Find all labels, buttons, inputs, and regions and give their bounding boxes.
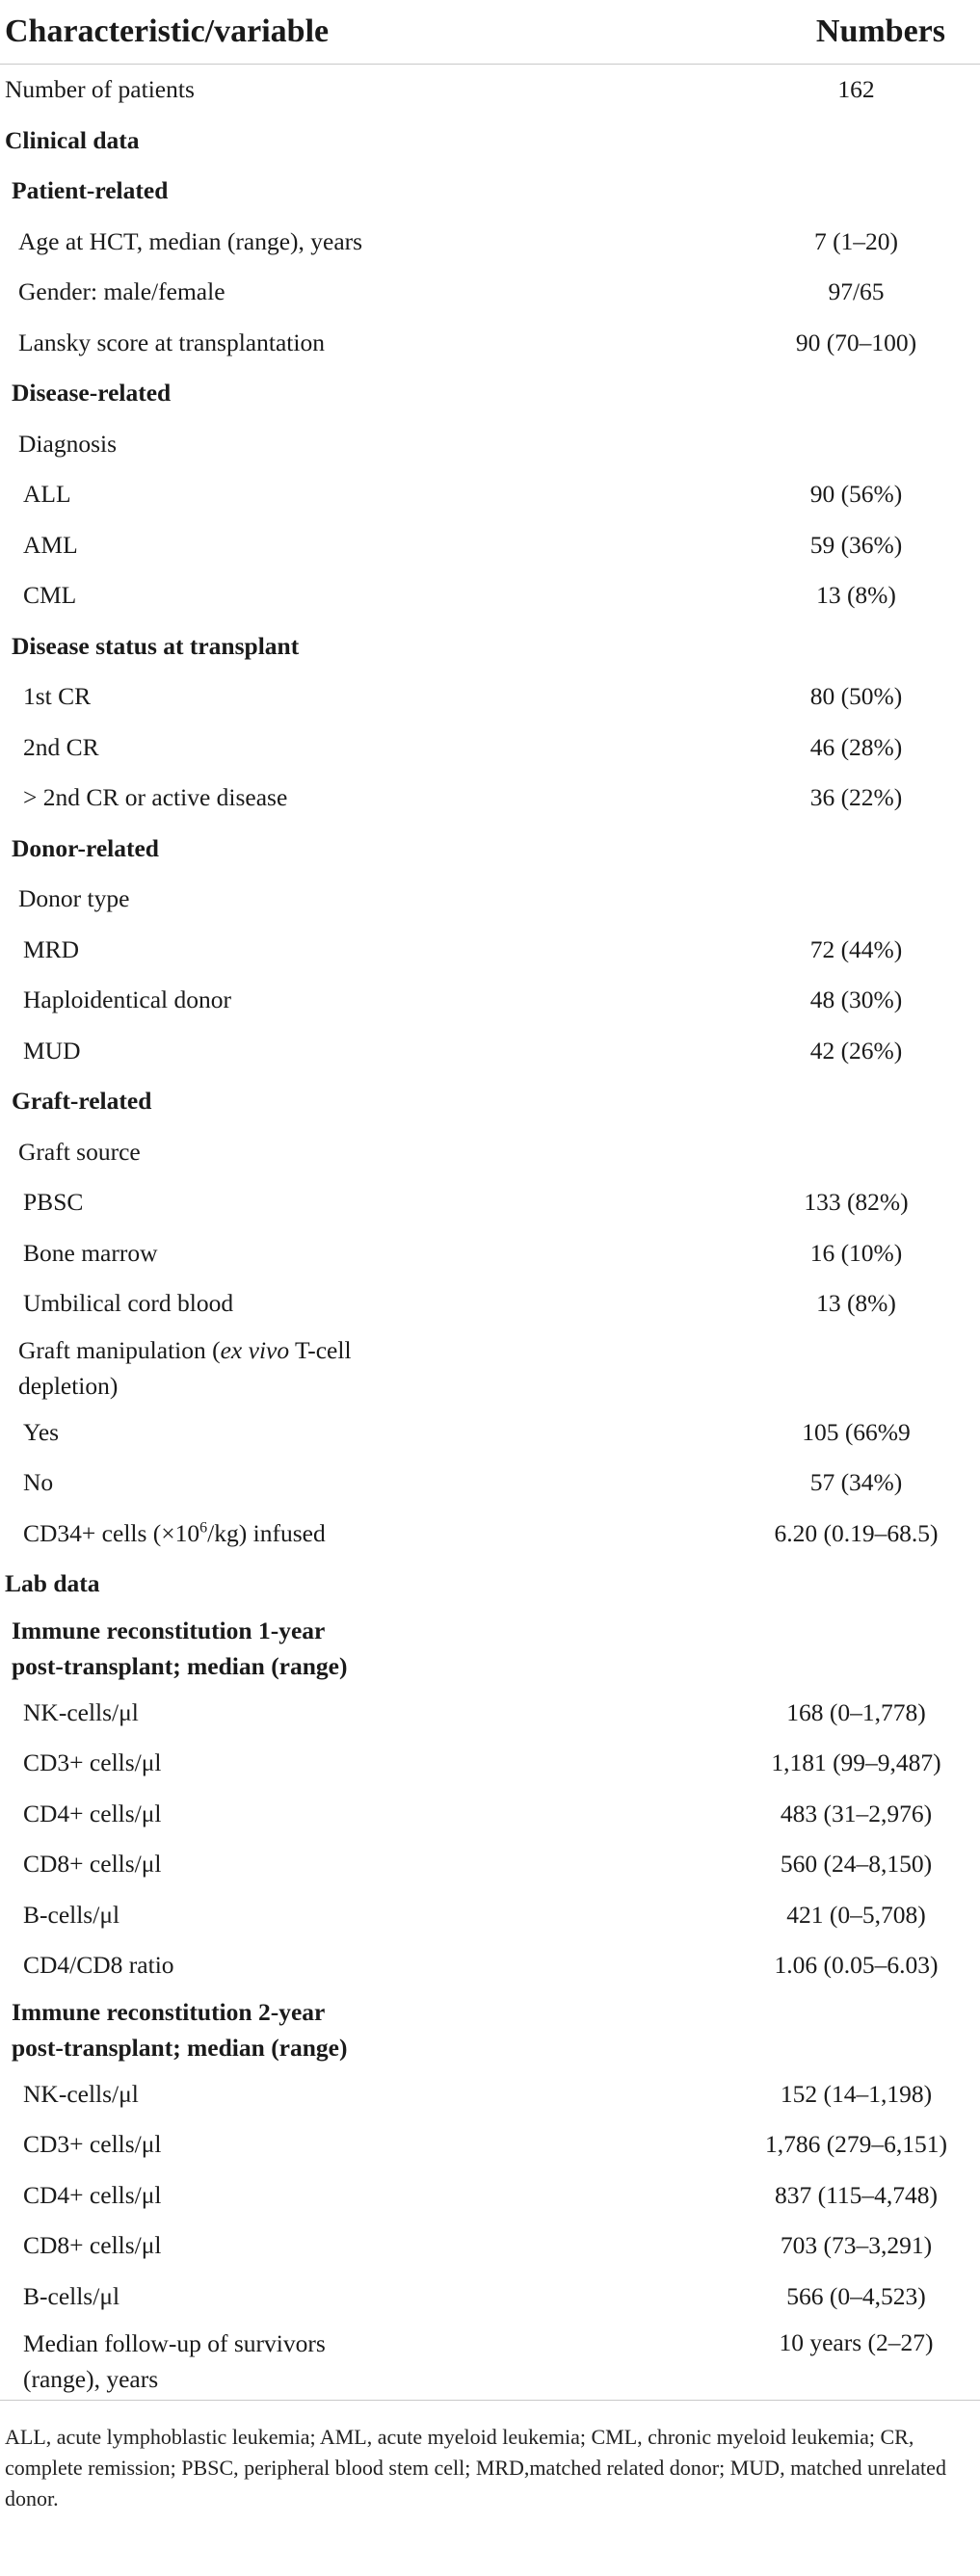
row-label: Lab data (5, 1569, 100, 1598)
row-value (732, 1991, 980, 2069)
row-value: 42 (26%) (809, 1036, 903, 1065)
row-value (732, 1076, 980, 1127)
row-value (732, 621, 980, 672)
table-row (0, 1458, 980, 1509)
table-row (0, 621, 980, 672)
row-value (732, 116, 980, 167)
table-row (0, 65, 980, 116)
row-value: 483 (31–2,976) (780, 1799, 933, 1827)
row-value: 90 (70–100) (795, 328, 917, 356)
row-value: 90 (56%) (809, 480, 903, 509)
row-value: 48 (30%) (809, 986, 903, 1014)
table-row (0, 1688, 980, 1739)
row-label: CD3+ cells/μl (23, 2130, 162, 2159)
table-row (0, 1127, 980, 1178)
table-row (0, 1839, 980, 1890)
row-label: Graft manipulation (ex vivo T-cell depletion) (18, 1336, 352, 1400)
row-label: Umbilical cord blood (23, 1289, 234, 1318)
row-label: CD4/CD8 ratio (23, 1951, 174, 1980)
row-value: 80 (50%) (809, 682, 903, 711)
row-value: 36 (22%) (809, 783, 903, 812)
row-label: Patient-related (12, 176, 169, 205)
row-label: ALL (23, 480, 71, 509)
row-value: 13 (8%) (816, 1289, 896, 1318)
table-footnote: ALL, acute lymphoblastic leukemia; AML, acute myeloid leukemia; CML, chronic myeloid leukemia; CR, complete remission; PBSC, peripheral blood stem cell; MRD,matched related donor; MUD, matched unrelated donor. (5, 2425, 946, 2510)
row-value: 16 (10%) (809, 1238, 903, 1267)
row-label: Diagnosis (18, 429, 117, 458)
row-label: 1st CR (23, 682, 92, 711)
row-label: > 2nd CR or active disease (23, 783, 288, 812)
table-row (0, 2170, 980, 2221)
table-row (0, 1177, 980, 1228)
row-label: Clinical data (5, 125, 140, 154)
row-value: 6.20 (0.19–68.5) (774, 1518, 939, 1547)
table-row (0, 520, 980, 571)
row-value: 152 (14–1,198) (780, 2079, 933, 2108)
row-label: B-cells/μl (23, 2281, 120, 2310)
table-row (0, 1991, 980, 2069)
table-row (0, 975, 980, 1026)
row-label: Haploidentical donor (23, 986, 231, 1014)
row-value: 133 (82%) (804, 1188, 909, 1217)
row-label: CD3+ cells/μl (23, 1748, 162, 1777)
row-label: Graft-related (12, 1087, 152, 1116)
row-value: 1,181 (99–9,487) (771, 1748, 941, 1777)
row-label: PBSC (23, 1188, 84, 1217)
row-value: 10 years (2–27) (732, 2322, 980, 2401)
row-value (732, 874, 980, 925)
row-value: 560 (24–8,150) (780, 1850, 933, 1879)
row-label: 2nd CR (23, 732, 99, 761)
table-row (0, 2069, 980, 2120)
table-row (0, 2119, 980, 2170)
table-row (0, 1610, 980, 1688)
row-label: CML (23, 581, 77, 610)
row-label: Disease-related (12, 379, 172, 407)
table-row (0, 874, 980, 925)
table-row (0, 1940, 980, 1991)
row-label: CD8+ cells/μl (23, 1850, 162, 1879)
row-value: 1,786 (279–6,151) (764, 2130, 948, 2159)
row-label: MUD (23, 1036, 81, 1065)
table-row (0, 166, 980, 217)
table-row (0, 925, 980, 976)
table-row (0, 1890, 980, 1941)
row-value (732, 1559, 980, 1610)
row-value: 703 (73–3,291) (780, 2231, 933, 2260)
row-label: CD4+ cells/μl (23, 2180, 162, 2209)
row-label: MRD (23, 934, 80, 963)
table-row (0, 2272, 980, 2323)
row-label: Age at HCT, median (range), years (18, 226, 363, 255)
row-value: 46 (28%) (809, 732, 903, 761)
row-label: Disease status at transplant (12, 631, 300, 660)
table-row (0, 1789, 980, 1840)
row-value: 162 (837, 75, 875, 104)
table-row (0, 217, 980, 268)
row-label: Median follow-up of survivors (range), years (0, 2322, 732, 2401)
row-value: 57 (34%) (809, 1468, 903, 1497)
row-value: 105 (66%9 (802, 1417, 911, 1446)
table-row (0, 773, 980, 824)
row-label: Lansky score at transplantation (18, 328, 325, 356)
table-row (0, 1509, 980, 1560)
header-characteristic: Characteristic/variable (0, 0, 732, 65)
row-value (732, 1127, 980, 1178)
table-row (0, 1407, 980, 1459)
row-value: 837 (115–4,748) (774, 2180, 939, 2209)
row-value: 421 (0–5,708) (786, 1900, 926, 1929)
table-row (0, 1278, 980, 1329)
row-label: Graft source (18, 1137, 141, 1166)
row-value (732, 1329, 980, 1407)
row-value: 97/65 (828, 277, 885, 306)
row-value: 566 (0–4,523) (786, 2281, 926, 2310)
table-row (0, 570, 980, 621)
row-value (732, 368, 980, 419)
header-numbers: Numbers (732, 0, 980, 65)
row-value: 72 (44%) (809, 934, 903, 963)
row-label: Bone marrow (23, 1238, 158, 1267)
table-row (0, 671, 980, 723)
table-row (0, 116, 980, 167)
table-row (0, 1559, 980, 1610)
table-header (0, 0, 980, 65)
row-label: CD4+ cells/μl (23, 1799, 162, 1827)
row-value: 59 (36%) (809, 530, 903, 559)
table-row (0, 1228, 980, 1279)
row-value (732, 419, 980, 470)
row-label: Number of patients (5, 75, 195, 104)
row-value: 7 (1–20) (813, 226, 899, 255)
row-label: No (23, 1468, 54, 1497)
table-row (0, 1329, 980, 1407)
row-label: Immune reconstitution 2-year post-transplant; median (range) (12, 1998, 348, 2062)
row-label: Yes (23, 1417, 60, 1446)
row-label: Immune reconstitution 1-year post-transplant; median (range) (12, 1617, 348, 1680)
row-label: B-cells/μl (23, 1900, 120, 1929)
table-row (0, 419, 980, 470)
table-row (0, 2322, 980, 2401)
row-label: NK-cells/μl (23, 1697, 139, 1726)
row-value (732, 166, 980, 217)
row-label: Donor type (18, 884, 130, 913)
row-value (732, 1610, 980, 1688)
table-row (0, 368, 980, 419)
row-value: 13 (8%) (816, 581, 896, 610)
row-value (732, 824, 980, 875)
table-row (0, 469, 980, 520)
row-label: CD8+ cells/μl (23, 2231, 162, 2260)
row-label: CD34+ cells $(\times 10^6/kg)$ infused (23, 1518, 326, 1547)
row-label: Gender: male/female (18, 277, 225, 306)
table-row (0, 1076, 980, 1127)
row-value: 1.06 (0.05–6.03) (774, 1951, 939, 1980)
row-value: 168 (0–1,778) (786, 1697, 926, 1726)
table-row (0, 1738, 980, 1789)
row-label: Donor-related (12, 833, 159, 862)
table-row (0, 824, 980, 875)
table-row (0, 1026, 980, 1077)
table-row (0, 267, 980, 318)
table-row (0, 723, 980, 774)
row-label: AML (23, 530, 78, 559)
row-label: NK-cells/μl (23, 2079, 139, 2108)
table-row (0, 318, 980, 369)
table-row (0, 2221, 980, 2272)
table-body (0, 65, 980, 2401)
